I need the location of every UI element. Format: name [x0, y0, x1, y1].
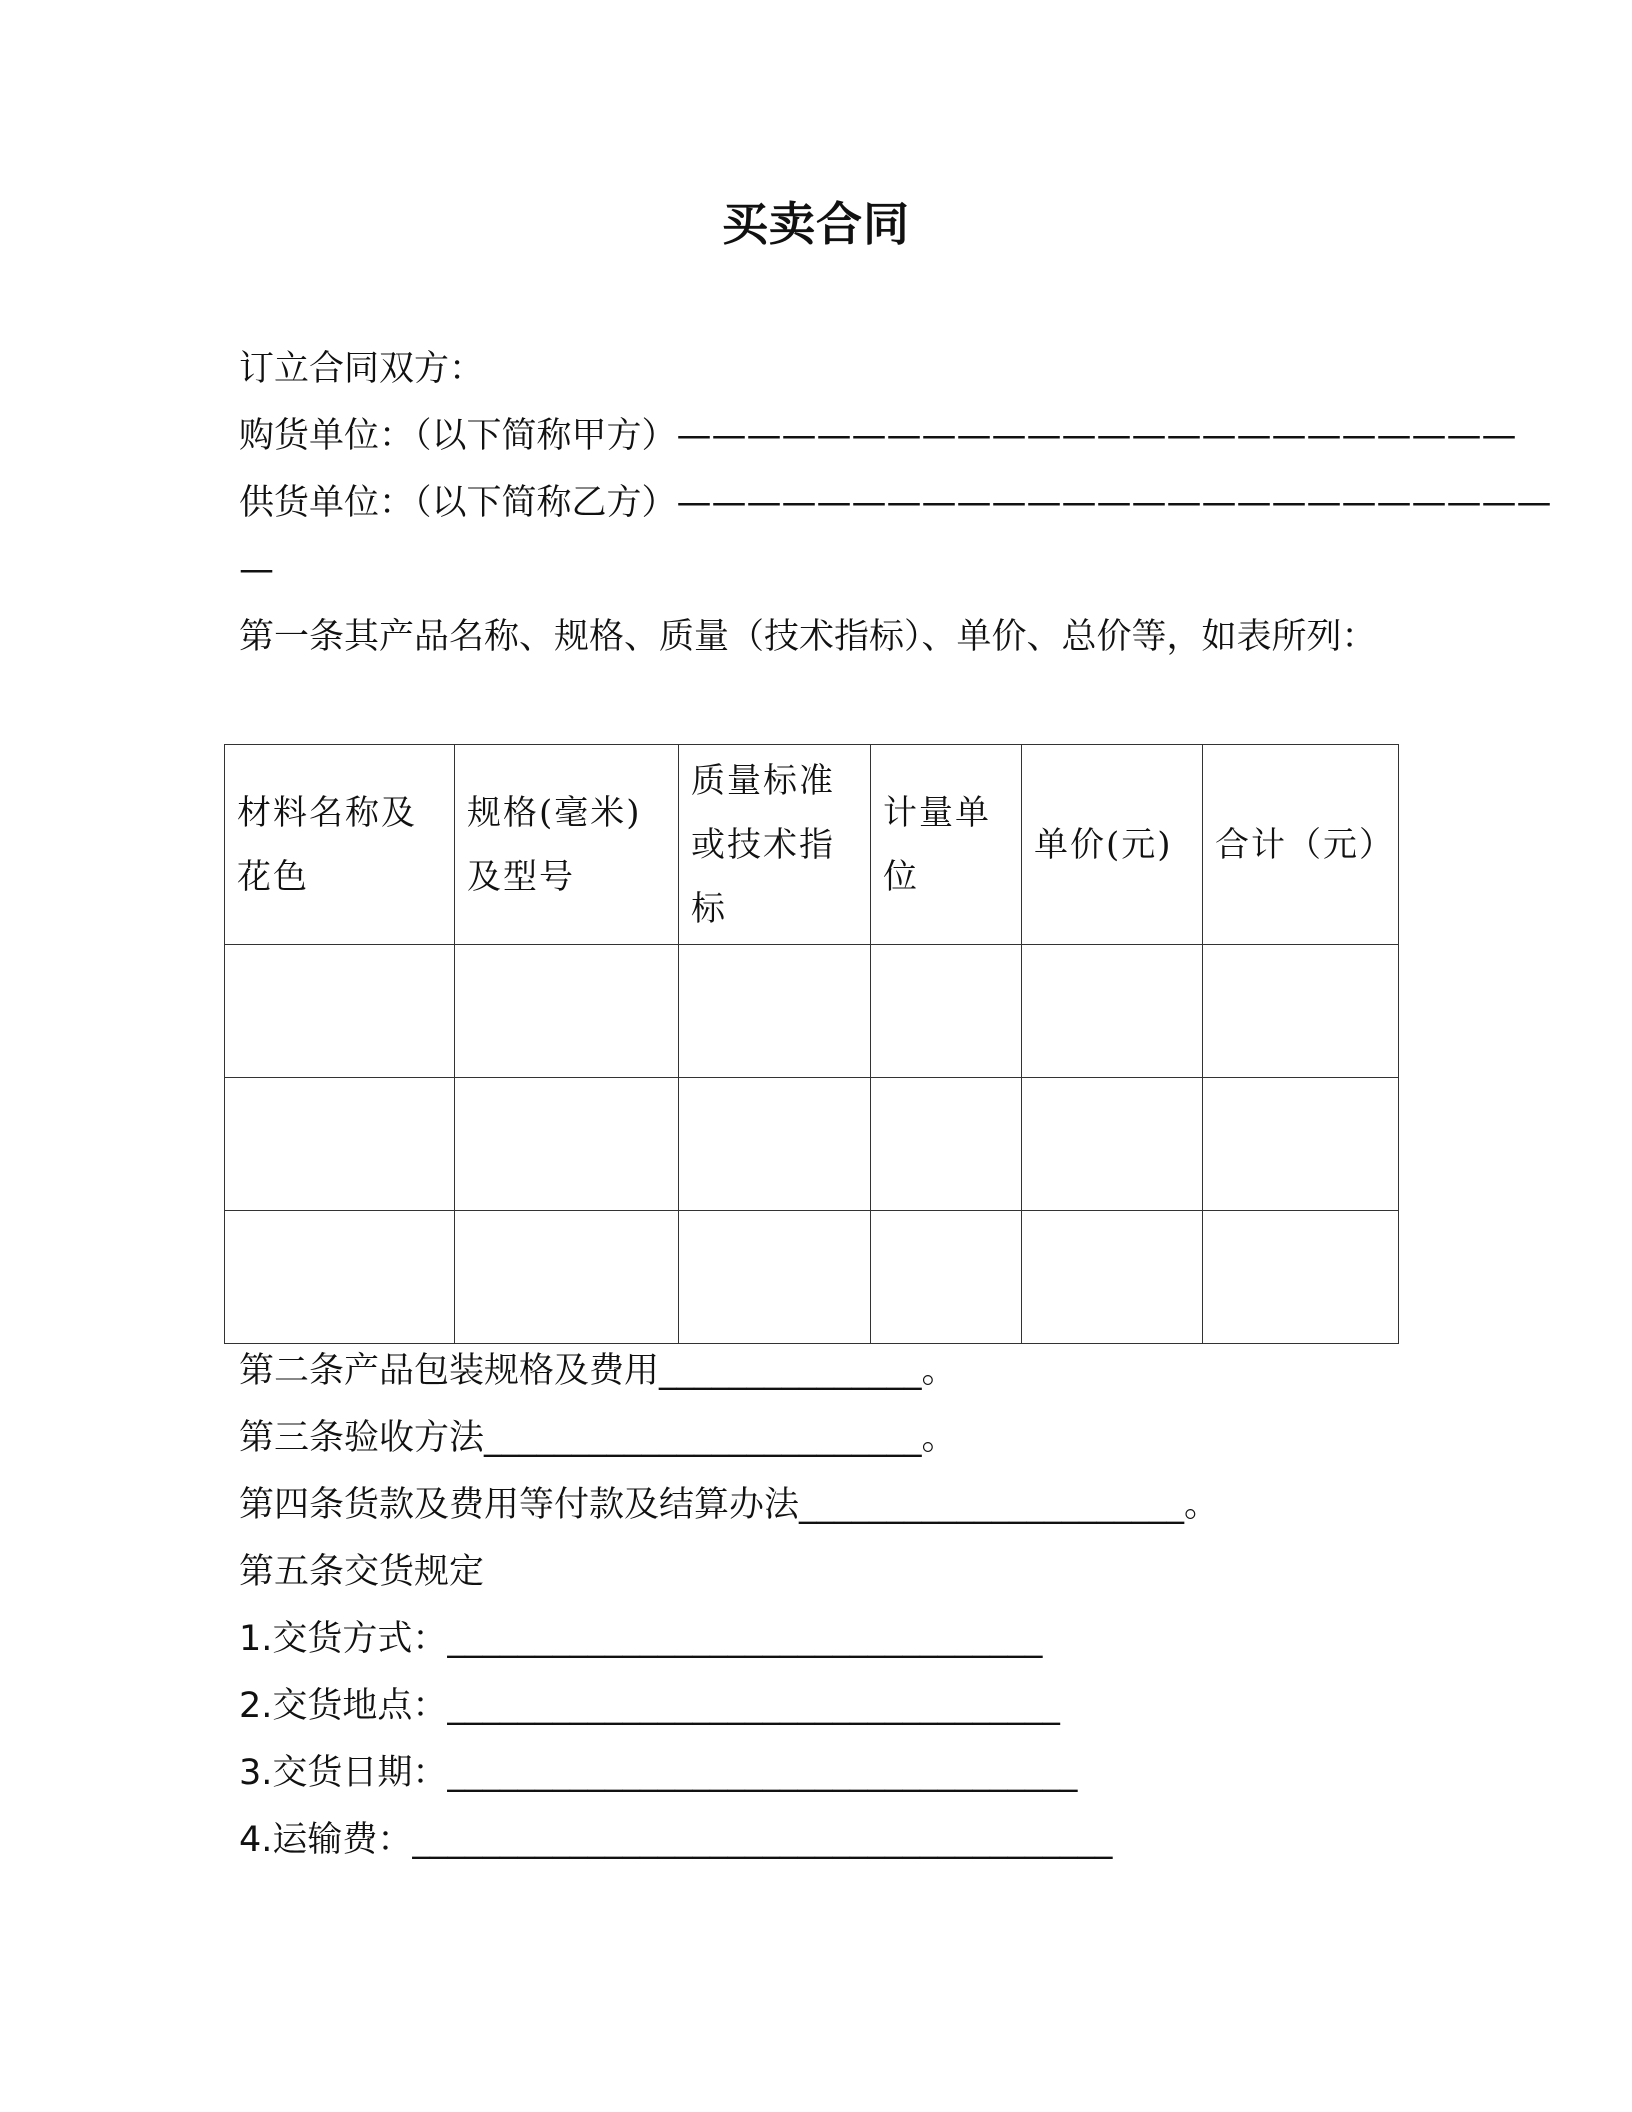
- article-3: 第三条验收方法_________________________。: [239, 1418, 957, 1458]
- table-cell[interactable]: [1022, 1078, 1203, 1211]
- article-5-heading: 第五条交货规定: [239, 1552, 485, 1592]
- seller-line-overflow: —: [239, 550, 274, 590]
- table-cell[interactable]: [225, 1211, 455, 1344]
- article-2: 第二条产品包装规格及费用_______________。: [239, 1351, 957, 1391]
- table-cell[interactable]: [225, 945, 455, 1078]
- table-header-cell: 合计（元）: [1203, 745, 1399, 945]
- table-header-cell: 质量标准或技术指标: [679, 745, 871, 945]
- table-cell[interactable]: [871, 1078, 1022, 1211]
- table-cell[interactable]: [455, 945, 679, 1078]
- table-header-cell: 规格(毫米)及型号: [455, 745, 679, 945]
- delivery-date-line: 3.交货日期：____________________________________: [239, 1753, 1078, 1793]
- table-cell[interactable]: [1203, 1078, 1399, 1211]
- table-header-cell: 材料名称及花色: [225, 745, 455, 945]
- table-cell[interactable]: [1203, 1211, 1399, 1344]
- table-row: [225, 945, 1399, 1078]
- delivery-method-line: 1.交货方式：__________________________________: [239, 1619, 1043, 1659]
- table-cell[interactable]: [225, 1078, 455, 1211]
- table-cell[interactable]: [455, 1078, 679, 1211]
- buyer-line: 购货单位：（以下简称甲方）————————————————————————: [239, 416, 1517, 456]
- table-row: [225, 1211, 1399, 1344]
- seller-line: 供货单位：（以下简称乙方）—————————————————————————: [239, 483, 1552, 523]
- table-cell[interactable]: [871, 945, 1022, 1078]
- article-4: 第四条货款及费用等付款及结算办法______________________。: [239, 1485, 1220, 1525]
- table-header-cell: 计量单位: [871, 745, 1022, 945]
- table-cell[interactable]: [871, 1211, 1022, 1344]
- table-cell[interactable]: [679, 1078, 871, 1211]
- table-row: [225, 1078, 1399, 1211]
- table-header-row: [225, 745, 1399, 945]
- table-cell[interactable]: [455, 1211, 679, 1344]
- table-cell[interactable]: [1203, 945, 1399, 1078]
- page-title: 买卖合同: [722, 197, 910, 251]
- parties-heading: 订立合同双方：: [239, 349, 485, 389]
- table-header-cell: 单价(元): [1022, 745, 1203, 945]
- table-cell[interactable]: [679, 945, 871, 1078]
- table-cell[interactable]: [1022, 1211, 1203, 1344]
- table-cell[interactable]: [1022, 945, 1203, 1078]
- table-cell[interactable]: [679, 1211, 871, 1344]
- freight-line: 4.运输费：________________________________________: [239, 1820, 1113, 1860]
- article-1: 第一条其产品名称、规格、质量（技术指标）、单价、总价等，如表所列：: [239, 617, 1377, 657]
- delivery-location-line: 2.交货地点：___________________________________: [239, 1686, 1060, 1726]
- product-spec-table: [224, 744, 1399, 1344]
